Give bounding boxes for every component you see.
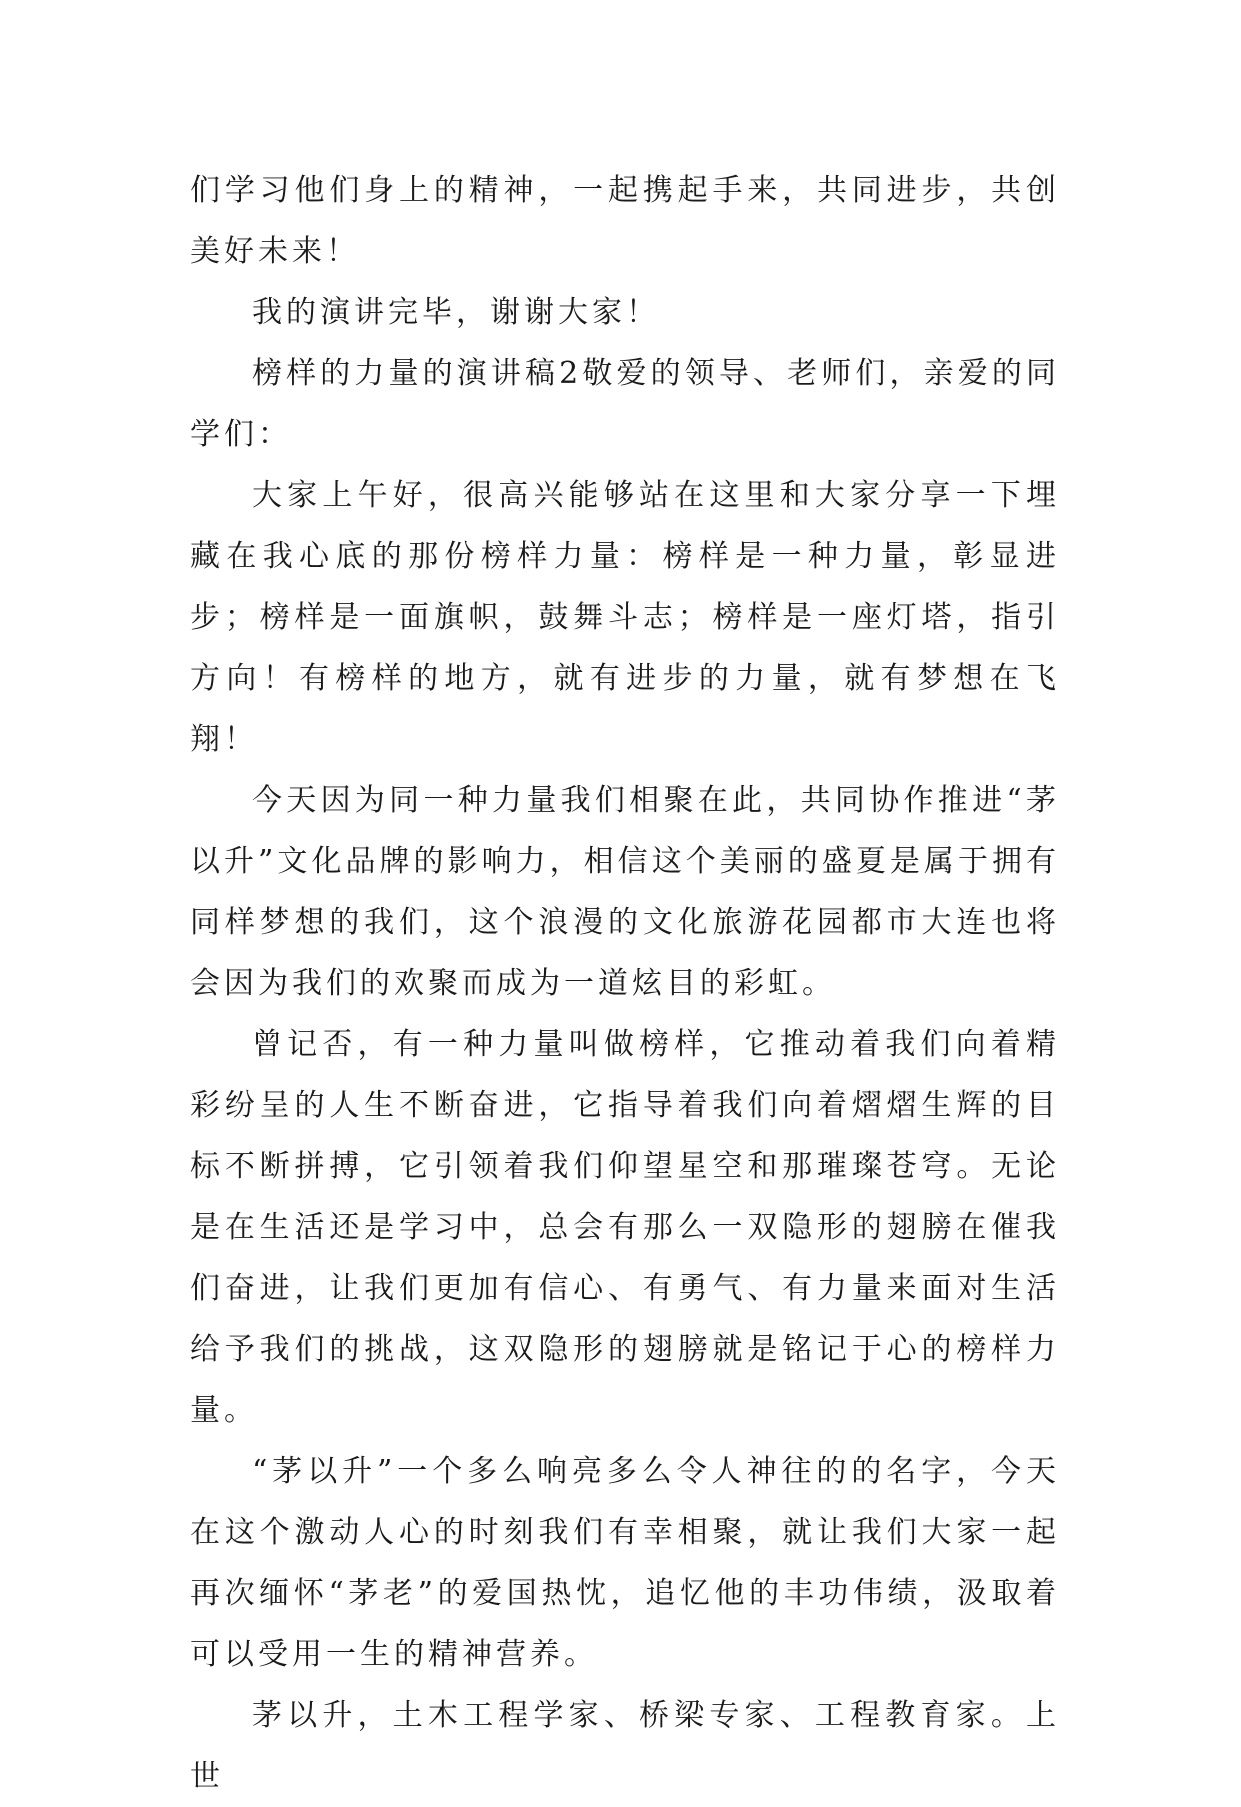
paragraph-speech-title: 榜样的力量的演讲稿2敬爱的领导、老师们，亲爱的同学们： [190, 356, 1060, 452]
paragraph-role-model-power: 曾记否，有一种力量叫做榜样，它推动着我们向着精彩纷呈的人生不断奋进，它指导着我们向着熠熠生辉的目标不断拼搏，它引领着我们仰望星空和那璀璨苍穹。无论是在生活还是学习中，总会有那么一双隐形的翅膀在催我们奋进，让我们更加有信心、有勇气、有力量来面对生活给予我们的挑战，这双隐形的翅膀就是铭记于心的榜样力量。 [190, 1027, 1060, 1428]
document-body [190, 160, 1060, 1807]
paragraph-closing: 我的演讲完毕，谢谢大家！ [252, 295, 660, 330]
paragraph-mao-yisheng-bio: 茅以升，土木工程学家、桥梁专家、工程教育家。上世 [190, 1698, 1060, 1794]
paragraph-continuation: 们学习他们身上的精神，一起携起手来，共同进步，共创美好未来！ [190, 173, 1060, 269]
paragraph-gathering: 今天因为同一种力量我们相聚在此，共同协作推进“茅以升”文化品牌的影响力，相信这个美丽的盛夏是属于拥有同样梦想的我们，这个浪漫的文化旅游花园都市大连也将会因为我们的欢聚而成为一道炫目的彩虹。 [190, 783, 1060, 1001]
paragraph-mao-yisheng-name: “茅以升”一个多么响亮多么令人神往的的名字，今天在这个激动人心的时刻我们有幸相聚，就让我们大家一起再次缅怀“茅老”的爱国热忱，追忆他的丰功伟绩，汲取着可以受用一生的精神营养。 [190, 1454, 1060, 1672]
paragraph-greeting: 大家上午好，很高兴能够站在这里和大家分享一下埋藏在我心底的那份榜样力量：榜样是一种力量，彰显进步；榜样是一面旗帜，鼓舞斗志；榜样是一座灯塔，指引方向！有榜样的地方，就有进步的力量，就有梦想在飞翔！ [190, 478, 1060, 757]
